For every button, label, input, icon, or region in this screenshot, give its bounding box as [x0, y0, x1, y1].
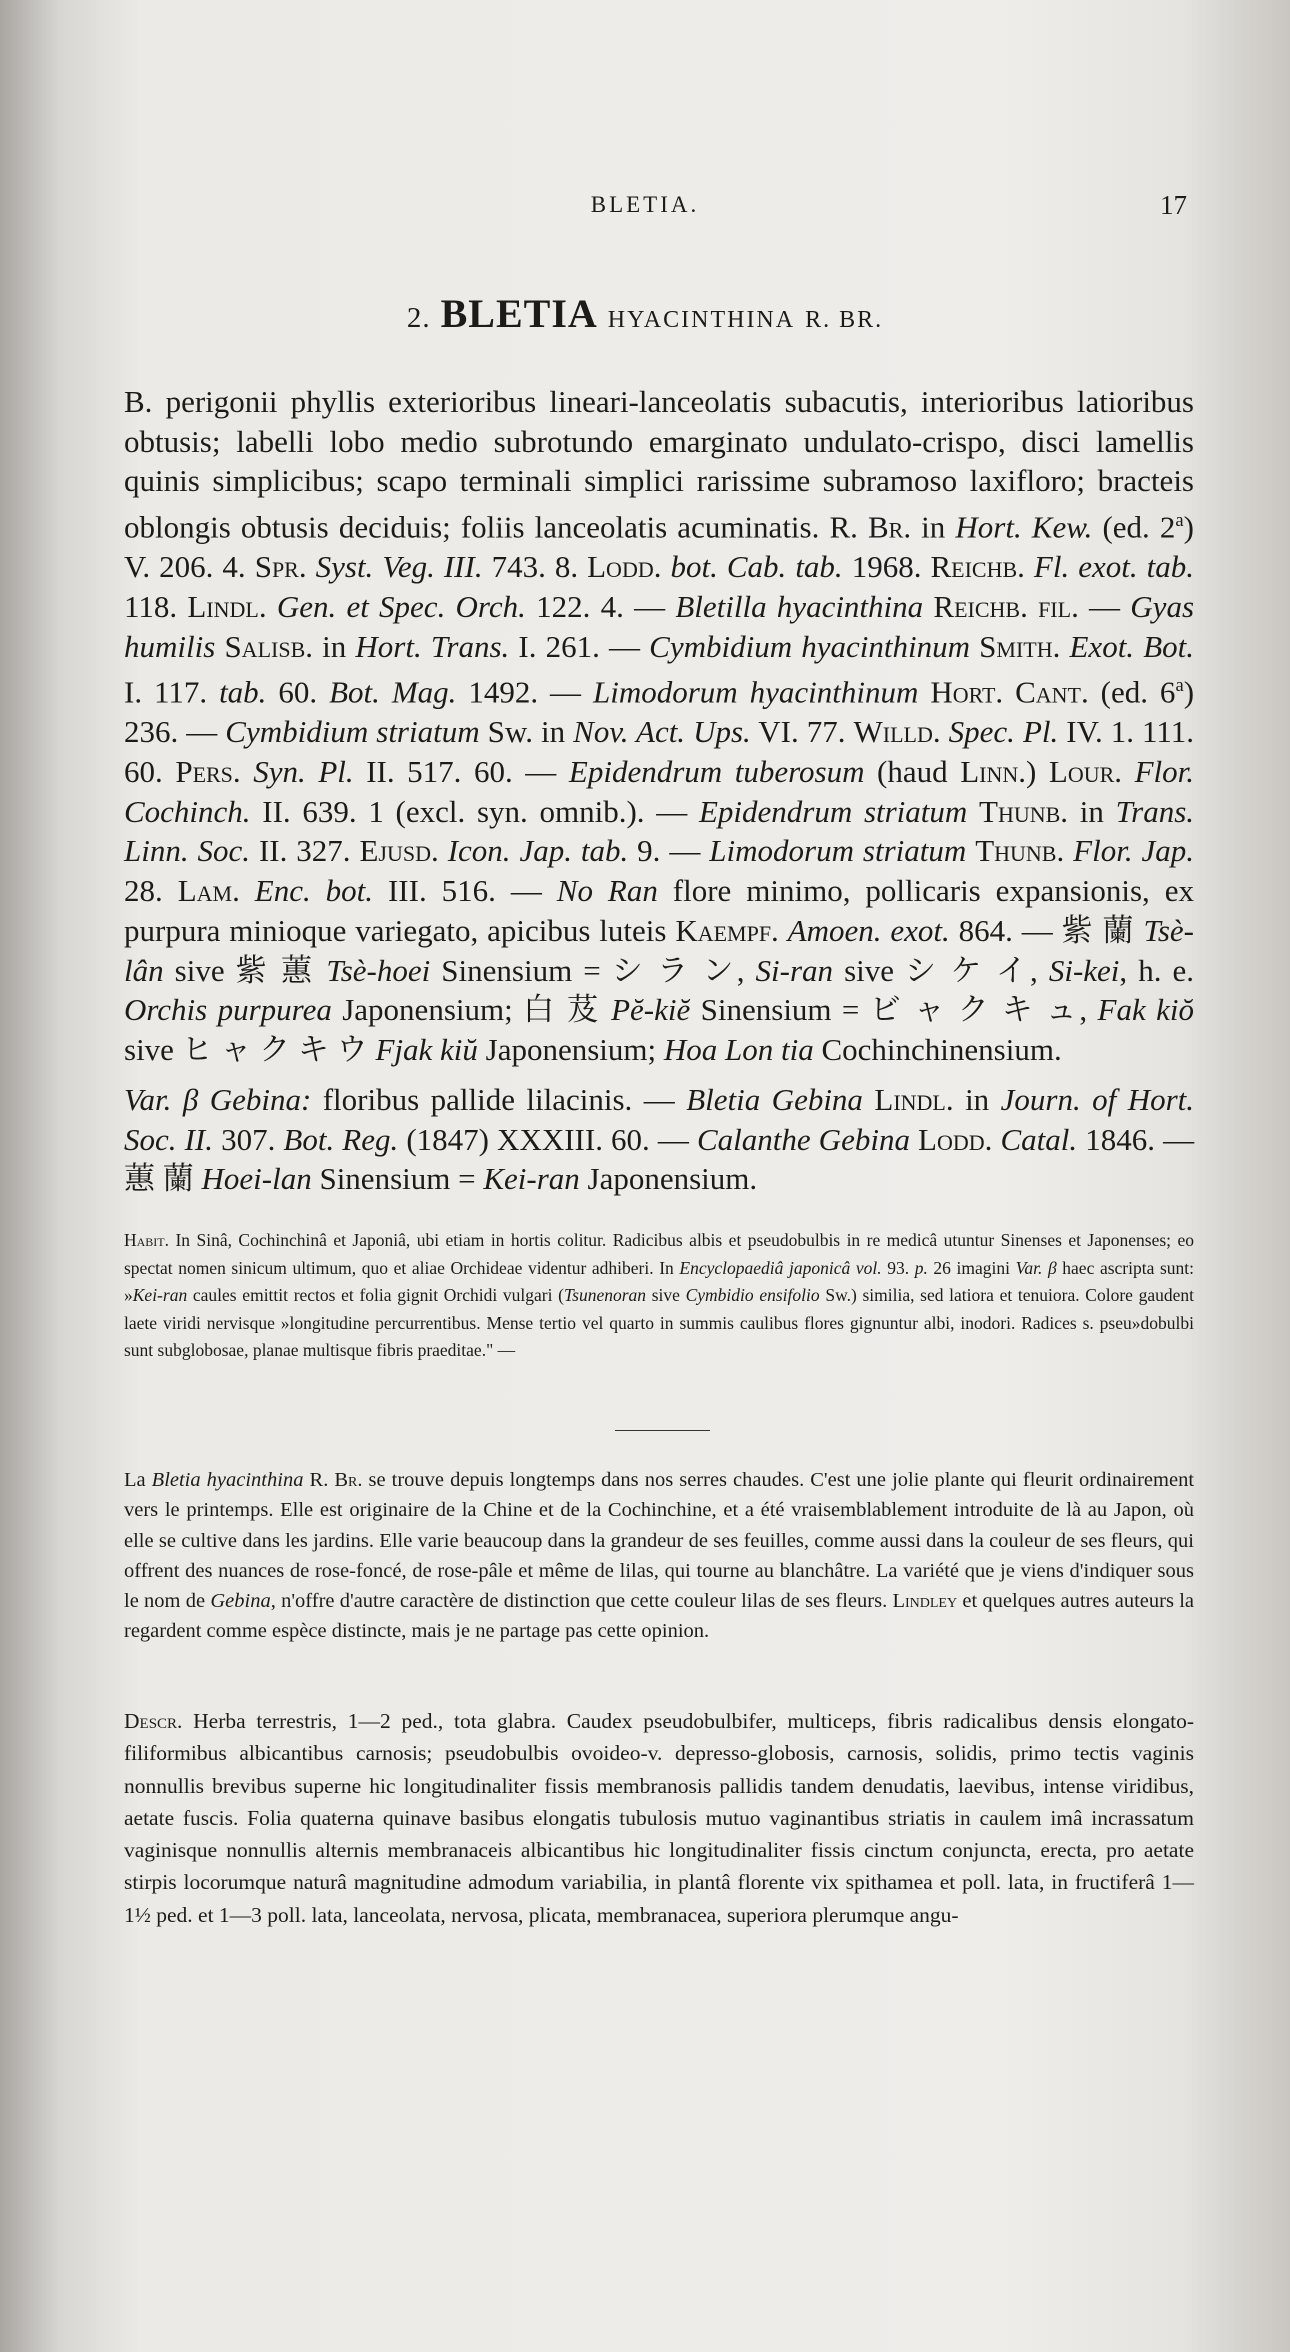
habit-text-run: Cymbidio ensifolio: [685, 1285, 820, 1305]
main-text-run: in: [1068, 793, 1116, 829]
main-text-run: [241, 754, 254, 789]
main-text-run: Lour.: [1048, 753, 1123, 789]
descr-text-run: Herba terrestris, 1—2 ped., tota glabra. Caudex pseudobulbifer, multiceps, fibris radicalibus densis elongato-filiformibus albicantibus carnosis; pseudobulbis ovoideo-v. depresso-globosis, carnosis, solidis, primo tectis vaginis nonnullis brevibus superne hic longitudinaliter fissis membranosis pallidis tandem denudatis, laevibus, intense viridibus, aetate fuscis. Folia quaterna quinave basibus elongatis tubulosis mutuo vaginantibus striatis in caulem imâ incrassatum vaginisque nonnullis alternis membranaceis albicantibus hic longitudinaliter fissis cinctum conjuncta, erecta, pro aetate stirpis locorumque naturâ magnitudine admodum variabilia, in plantâ florente vix spithamea et poll. lata, in fructiferâ 1—1½ ped. et 1—3 poll. lata, lanceolata, nervosa, plicata, membranacea, superiora plerumque angu-: [124, 1709, 1194, 1927]
main-text-run: Tsè-lân: [124, 912, 1195, 988]
main-text-run: —: [1078, 588, 1131, 624]
main-text-run: Spr.: [254, 549, 307, 585]
main-text-run: [918, 675, 930, 710]
main-text-run: Ejusd.: [359, 833, 439, 869]
main-text-run: IV. 1. 111. 60.: [124, 714, 1194, 789]
var-text-run: (1847) XXXIII. 60. —: [398, 1121, 697, 1157]
variety-paragraph: [124, 1080, 1194, 1199]
main-text-run: Epidendrum striatum: [698, 793, 968, 829]
var-text-run: Lodd.: [918, 1121, 993, 1157]
main-text-run: Hort. Kew.: [955, 509, 1093, 545]
main-text-run: Icon. Jap. tab.: [447, 833, 629, 869]
main-text-run: Exot. Bot.: [1069, 628, 1194, 664]
habit-text-run: Habit.: [124, 1230, 170, 1250]
main-text-run: B. perigonii phyllis exterioribus lineari-lanceolatis subacutis, interioribus latioribus obtusis; labelli lobo medio subrotundo emarginato undulato-crispo, disci lamellis quinis simplicibus; scapo terminali simplici rarissime subramoso laxifloro; bracteis oblongis obtusis deciduis; foliis lanceolatis acuminatis.: [124, 384, 1194, 545]
main-text-run: Tsè-hoei: [326, 952, 431, 988]
main-text-run: Hort. Cant.: [930, 674, 1089, 710]
main-text-run: Limodorum striatum: [709, 833, 967, 869]
french-text-run: Lindley: [892, 1590, 958, 1613]
main-text-run: in: [313, 628, 356, 664]
main-text-run: Fjak kiŭ: [375, 1031, 478, 1067]
main-text-run: I. 261. —: [509, 628, 650, 664]
french-text-run: se trouve depuis longtemps dans nos serres chaudes. C'est une jolie plante qui fleurit ordinairement vers le printemps. Elle est originaire de la Chine et de la Cochinchine, et a été vraisemblablement introduite de là au Japon, où elle se cultive dans les jardins. Elle varie beaucoup dans la grandeur de ses feuilles, comme aussi dans la couleur de ses fleurs, qui offrent des nuances de rose-foncé, de rose-pâle et même de lilas, qui tourne au blanchâtre. La variété que je viens d'indiquer sous le nom de: [124, 1469, 1195, 1613]
var-text-run: Kei-ran: [483, 1161, 580, 1197]
main-text-run: Kaempf.: [675, 912, 779, 948]
var-text-run: Catal.: [1000, 1121, 1078, 1157]
habit-text-run: Sw.) similia, sed latiora et tenuiora. Colore gaudent laete viridi nervisque »longitudine percurrentibus. Mense tertio vel quarto in summis caulibus flores gignuntur albi, inodori. Radices s. pseu»dobulbi sunt subglobosae, planae multisque fibris praeditae." —: [124, 1285, 1195, 1360]
main-text-run: Gyas humilis: [124, 588, 1195, 664]
main-text-run: [1060, 629, 1069, 664]
main-text-run: Thunb.: [979, 793, 1069, 829]
habit-text-run: p.: [914, 1257, 928, 1278]
var-text-run: [992, 1122, 1000, 1157]
var-text-run: Japonensium.: [579, 1161, 758, 1197]
main-text-run: [307, 549, 316, 584]
main-text-run: sive シ ケ イ,: [833, 952, 1049, 988]
main-text-run: (ed. 2: [1092, 509, 1176, 545]
habit-text-run: sive: [646, 1285, 686, 1305]
main-text-run: Syn. Pl.: [253, 753, 354, 789]
main-text-run: Si-kei: [1048, 952, 1120, 988]
main-text-run: tab.: [219, 674, 267, 710]
main-text-run: Pĕ-kiĕ: [611, 992, 691, 1028]
habit-text-run: Encyclopaediâ japonicâ vol.: [679, 1257, 882, 1278]
main-text-run: 1968.: [842, 549, 931, 585]
main-text-run: [941, 714, 949, 749]
var-text-run: Sinensium =: [311, 1161, 484, 1197]
var-text-run: [863, 1082, 874, 1117]
main-text-run: [1025, 549, 1034, 584]
main-text-run: ) 236. —: [124, 674, 1195, 750]
species-author: R. BR.: [805, 307, 884, 333]
main-text-run: Bot. Mag.: [329, 674, 457, 710]
habit-text-run: In Sinâ, Cochinchinâ et Japoniâ, ubi etiam in hortis colitur. Radicibus albis et pseudobulbis in re medicâ utuntur Sinenses et Japonenses; eo spectat nomen sinicum ultimum, quo et aliae Orchideae videntur adhiberi. In: [124, 1230, 1194, 1278]
main-text-run: Smith.: [979, 628, 1061, 664]
section-divider: [615, 1430, 710, 1431]
var-text-run: 307.: [213, 1121, 284, 1157]
var-text-run: Bletia Gebina: [686, 1082, 863, 1117]
main-text-run: Fak kiŏ: [1097, 992, 1194, 1028]
main-text-run: Trans. Linn. Soc.: [124, 793, 1195, 869]
main-text-run: Sw. in: [479, 714, 574, 750]
var-text-run: Lindl.: [874, 1082, 954, 1117]
french-commentary: [124, 1465, 1194, 1647]
main-text-run: Orchis purpurea: [124, 992, 332, 1028]
main-text-run: Spec. Pl.: [948, 714, 1059, 750]
main-text-run: Si-ran: [755, 952, 834, 988]
var-text-run: Calanthe Gebina: [696, 1121, 910, 1157]
main-text-run: 122. 4. —: [525, 588, 676, 624]
main-text-run: Bletilla hyacinthina: [675, 588, 924, 624]
main-text-run: [1064, 833, 1073, 868]
habit-text-run: Var. β: [1015, 1257, 1057, 1278]
main-text-run: [966, 833, 975, 868]
main-text-run: Salisb.: [224, 628, 313, 664]
main-text-run: Thunb.: [975, 833, 1065, 869]
main-text-run: ) V. 206. 4.: [124, 509, 1194, 585]
var-text-run: Var. β Gebina:: [124, 1082, 312, 1117]
main-text-run: [967, 794, 979, 829]
main-text-run: Sinensium = シ ラ ン,: [430, 952, 756, 988]
main-text-run: Sinensium = ビ ャ ク キ ュ,: [690, 992, 1098, 1028]
main-text-run: [267, 589, 277, 624]
french-text-run: La: [124, 1469, 152, 1491]
main-text-run: 743. 8.: [482, 549, 588, 585]
var-text-run: Journ. of Hort. Soc. II.: [124, 1082, 1195, 1157]
main-text-run: III. 516. —: [373, 873, 557, 909]
main-text-run: (ed. 6: [1088, 674, 1176, 710]
main-text-run: Lodd.: [587, 549, 662, 585]
main-text-run: a: [1175, 675, 1184, 697]
main-text-run: sive ヒ ャ ク キ ウ: [124, 1031, 376, 1067]
main-text-run: [439, 833, 448, 868]
main-text-run: flore minimo, pollicaris expansionis, ex purpura minioque variegato, apicibus luteis: [124, 873, 1195, 948]
habit-text-run: Kei-ran: [132, 1285, 188, 1305]
habit-text-run: 26 imagini: [927, 1257, 1016, 1278]
main-text-run: Willd.: [853, 714, 941, 750]
main-text-run: Cochinchinensium.: [813, 1031, 1062, 1067]
french-text-run: , n'offre d'autre caractère de distinction que cette couleur lilas de ses fleurs.: [270, 1590, 893, 1613]
var-text-run: in: [953, 1082, 1001, 1117]
main-text-run: , h. e.: [1119, 952, 1195, 988]
main-text-run: [970, 629, 979, 664]
var-text-run: Bot. Reg.: [283, 1121, 399, 1157]
main-text-run: 9. —: [628, 833, 710, 869]
main-text-run: II. 517. 60. —: [353, 753, 569, 789]
main-text-run: Linn.: [960, 753, 1026, 789]
main-text-run: Hort. Trans.: [355, 628, 510, 664]
main-text-run: Reichb.: [930, 549, 1025, 585]
main-text-run: in: [911, 509, 956, 545]
habit-text-run: 93.: [881, 1257, 915, 1278]
var-text-run: floribus pallide lilacinis. —: [311, 1082, 687, 1117]
main-text-run: Lam.: [177, 873, 240, 909]
var-text-run: Hoei-lan: [201, 1161, 312, 1197]
descr-text-run: Descr.: [124, 1709, 183, 1733]
main-text-run: R. Br.: [829, 509, 912, 545]
main-text-run: Cymbidium striatum: [225, 714, 480, 750]
main-text-run: Amoen. exot.: [787, 912, 950, 948]
main-text-run: Hoa Lon tia: [663, 1031, 814, 1067]
main-text-run: Limodorum hyacinthinum: [592, 674, 919, 710]
main-text-run: [1122, 754, 1135, 789]
main-text-run: II. 639. 1 (excl. syn. omnib.). —: [250, 793, 699, 829]
main-text-run: 28.: [124, 873, 178, 909]
main-text-run: Gen. et Spec. Orch.: [276, 588, 526, 624]
main-text-run: [923, 589, 933, 624]
species-epithet: HYACINTHINA: [607, 307, 796, 333]
french-text-run: Gebina: [210, 1590, 271, 1613]
main-text-run: sive 紫 蕙: [163, 952, 327, 988]
main-text-run: Enc. bot.: [254, 873, 374, 909]
main-text-run: VI. 77.: [750, 714, 854, 750]
main-text-run: No Ran: [556, 873, 658, 909]
habit-text-run: haec ascripta sunt: »: [124, 1257, 1195, 1305]
french-text-run: R. Br.: [309, 1469, 363, 1491]
var-text-run: [910, 1122, 918, 1157]
main-text-run: Fl. exot. tab.: [1033, 549, 1194, 585]
main-text-run: ): [1026, 753, 1049, 789]
main-text-run: 118.: [124, 588, 188, 624]
main-text-run: Epidendrum tuberosum: [568, 753, 865, 789]
var-text-run: 1846. — 蕙 蘭: [124, 1121, 1195, 1197]
main-text-run: [661, 549, 670, 584]
main-text-run: Pers.: [175, 753, 241, 789]
main-text-run: a: [1175, 510, 1184, 532]
main-text-run: Japonensium; 白 芨: [331, 992, 612, 1028]
main-text-run: Flor. Jap.: [1073, 833, 1195, 869]
habit-text-run: Tsunenoran: [564, 1285, 647, 1305]
diagnosis-paragraph: [124, 382, 1194, 1070]
main-text-run: bot. Cab. tab.: [670, 549, 843, 585]
main-text-run: Syst. Veg. III.: [315, 549, 483, 585]
running-header: BLETIA.: [590, 192, 700, 217]
genus-name: BLETIA: [440, 291, 598, 336]
french-text-run: Bletia hyacinthina: [151, 1469, 304, 1491]
main-text-run: Nov. Act. Ups.: [573, 714, 751, 750]
main-text-run: (haud: [864, 753, 961, 789]
main-text-run: 864. — 紫 蘭: [949, 912, 1144, 948]
main-text-run: [240, 873, 255, 908]
main-text-run: Reichb. fil.: [933, 588, 1079, 624]
french-text-run: et quelques autres auteurs la regardent comme espèce distincte, mais je ne partage pas cette opinion.: [124, 1590, 1194, 1643]
habitat-note: [124, 1227, 1194, 1365]
species-number: 2.: [406, 302, 431, 334]
description-paragraph: [124, 1705, 1194, 1931]
habit-text-run: caules emittit rectos et folia gignit Orchidi vulgari (: [187, 1285, 565, 1305]
main-text-run: Lindl.: [187, 588, 267, 624]
main-text-run: 60.: [266, 674, 330, 710]
main-text-run: [779, 913, 788, 948]
main-text-run: Flor. Cochinch.: [124, 753, 1195, 829]
main-text-run: 1492. —: [456, 674, 593, 710]
species-heading: [0, 290, 1290, 337]
main-text-run: Cymbidium hyacinthinum: [649, 628, 970, 664]
main-text-run: II. 327.: [250, 833, 360, 869]
page-number: 17: [1160, 190, 1187, 220]
main-text-run: Japonensium;: [477, 1031, 664, 1067]
main-text-run: I. 117.: [124, 674, 220, 710]
